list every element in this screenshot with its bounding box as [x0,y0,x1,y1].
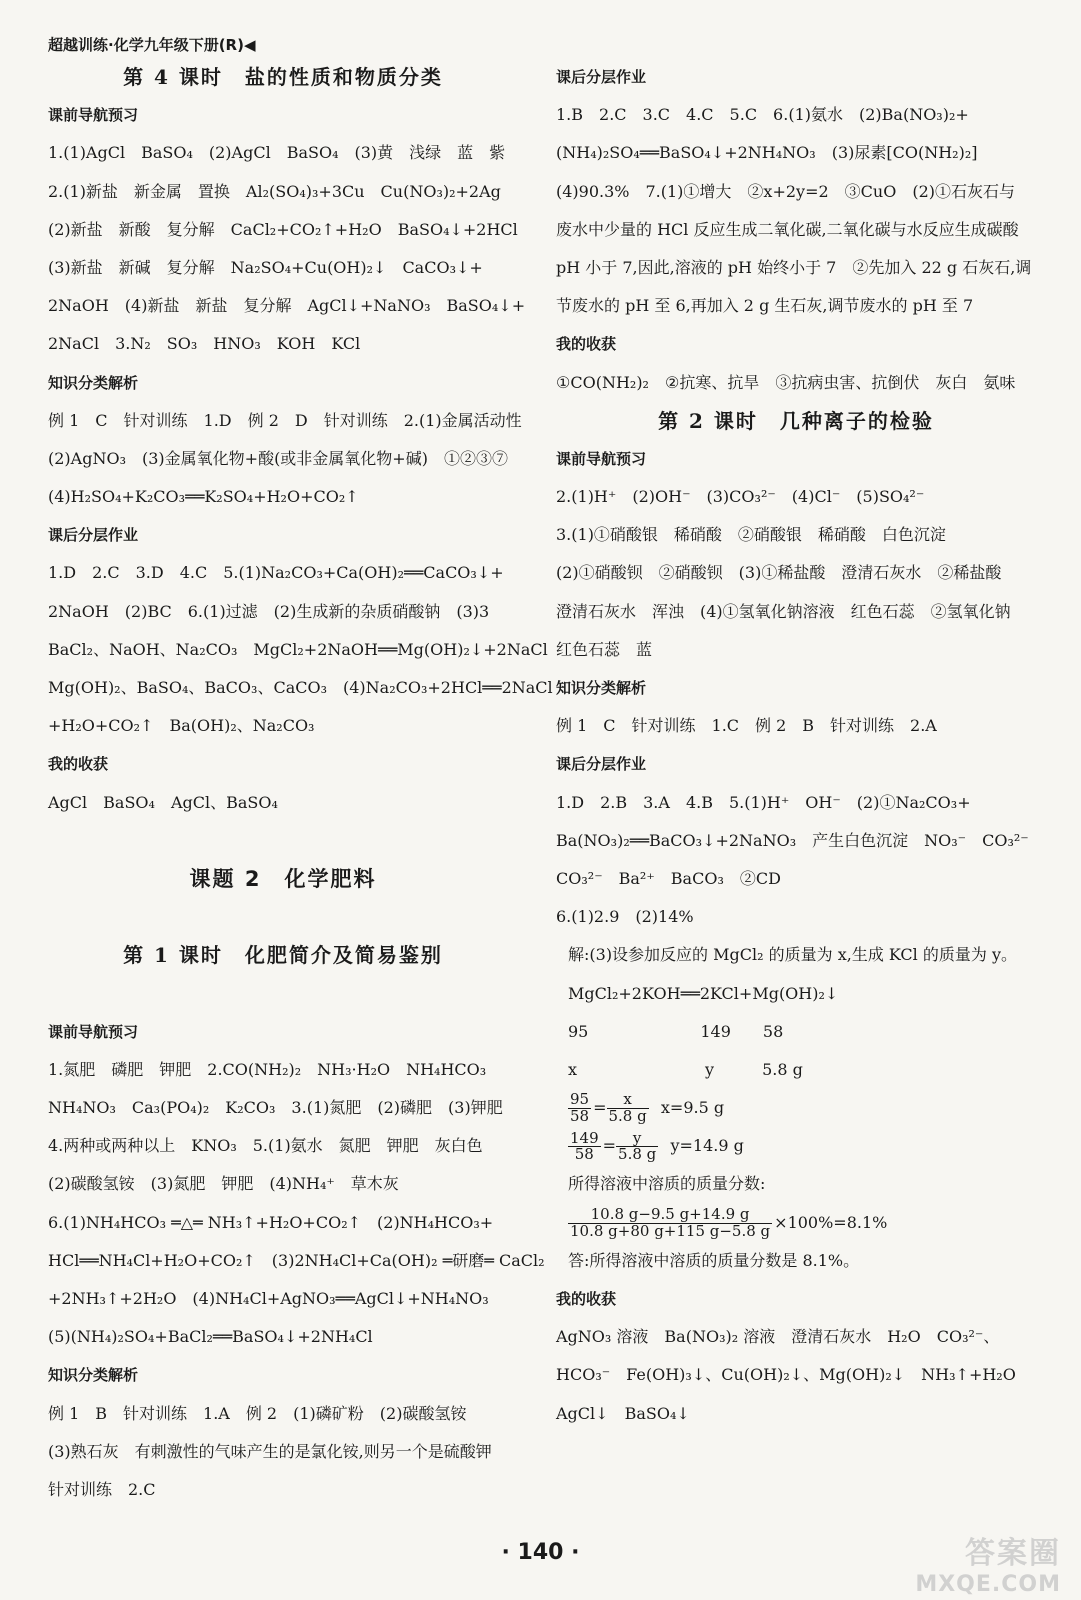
answer-line: 例 1 C 针对训练 1.C 例 2 B 针对训练 2.A [556,716,937,736]
solution-line: 解:(3)设参加反应的 MgCl₂ 的质量为 x,生成 KCl 的质量为 y。 [568,945,1018,965]
answer-line: Ba(NO₃)₂══BaCO₃↓+2NaNO₃ 产生白色沉淀 NO₃⁻ CO₃²⁻ [556,830,1029,850]
answer-line: (4)H₂SO₄+K₂CO₃══K₂SO₄+H₂O+CO₂↑ [48,487,359,507]
answer-line: 1.氮肥 磷肥 钾肥 2.CO(NH₂)₂ NH₃·H₂O NH₄HCO₃ [48,1059,487,1079]
solution-line: x y 5.8 g [568,1059,803,1079]
section-heading: 知识分类解析 [48,1366,139,1385]
answer-line: 节废水的 pH 至 6,再加入 2 g 生石灰,调节废水的 pH 至 7 [556,296,974,316]
spacer [48,898,518,936]
answer-line: 2NaCl 3.N₂ SO₃ HNO₃ KOH KCl [48,334,361,354]
answer-line: 6.(1)NH₄HCO₃ ═△═ NH₃↑+H₂O+CO₂↑ (2)NH₄HCO₃+ [48,1212,494,1232]
equation-result: ×100%=8.1% [774,1212,888,1232]
watermark-line-2: MXQE.COM [915,1572,1061,1597]
answer-line: +2NH₃↑+2H₂O (4)NH₄Cl+AgNO₃══AgCl↓+NH₄NO₃ [48,1289,489,1308]
answer-line: 2.(1)H⁺ (2)OH⁻ (3)CO₃²⁻ (4)Cl⁻ (5)SO₄²⁻ [556,487,925,507]
watermark-line-1: 答案圈 [965,1536,1061,1571]
answer-line: CO₃²⁻ Ba²⁺ BaCO₃ ②CD [556,868,781,888]
answer-line: 2.(1)新盐 新金属 置换 Al₂(SO₄)₃+3Cu Cu(NO₃)₂+2Ag [48,181,501,201]
fraction-denominator: 5.8 g [608,1107,647,1126]
answer-line: (2)①硝酸钡 ②硝酸钡 (3)①稀盐酸 澄清石灰水 ②稀盐酸 [556,563,1002,583]
section-heading: 课前导航预习 [48,106,139,125]
answer-line: 4.两种或两种以上 KNO₃ 5.(1)氨水 氮肥 钾肥 灰白色 [48,1136,483,1156]
lesson-title: 课题 2 化学肥料 [189,866,377,891]
fraction [568,1204,772,1240]
answer-line: pH 小于 7,因此,溶液的 pH 始终小于 7 ②先加入 22 g 石灰石,调 [556,257,1032,277]
answer-line: (NH₄)₂SO₄══BaSO₄↓+2NH₄NO₃ (3)尿素[CO(NH₂)₂] [556,143,978,163]
page-number: · 140 · [501,1540,580,1565]
section-heading: 课后分层作业 [556,68,647,86]
section-heading: 知识分类解析 [556,679,647,697]
solution-line: 所得溶液中溶质的质量分数: [568,1174,766,1194]
answer-line: NH₄NO₃ Ca₃(PO₄)₂ K₂CO₃ 3.(1)氮肥 (2)磷肥 (3)钾肥 [48,1098,503,1118]
solution-line: 95 149 58 [568,1021,784,1041]
answer-line: (2)碳酸氢铵 (3)氮肥 钾肥 (4)NH₄⁺ 草木灰 [48,1174,399,1194]
section-heading: 课前导航预习 [556,449,647,468]
lesson-title: 第 1 课时 化肥简介及简易鉴别 [123,943,443,968]
fraction-denominator: 10.8 g+80 g+115 g−5.8 g [570,1221,771,1240]
watermark-logo [911,1528,1061,1597]
section-heading: 课前导航预习 [48,1022,139,1041]
section-heading: 我的收获 [556,1290,617,1308]
section-heading: 我的收获 [556,335,617,354]
answer-line: (4)90.3% 7.(1)①增大 ②x+2y=2 ③CuO (2)①石灰石与 [556,181,1015,201]
section-heading: 我的收获 [48,755,109,774]
solution-line: 答:所得溶液中溶质的质量分数是 8.1%。 [568,1250,860,1270]
section-heading: 知识分类解析 [48,373,139,392]
lesson-title: 第 4 课时 盐的性质和物质分类 [123,65,443,89]
answer-line: AgCl↓ BaSO₄↓ [556,1403,690,1423]
fraction-denominator: 58 [574,1145,594,1164]
proportion-equation: $\frac{95}{58}$ = $\frac{x}{5.8 g}$ x=9.5 g [570,1090,725,1126]
solution-line: MgCl₂+2KOH══2KCl+Mg(OH)₂↓ [568,983,839,1003]
answer-line: (2)新盐 新酸 复分解 CaCl₂+CO₂↑+H₂O BaSO₄↓+2HCl [48,219,518,239]
answer-line: 红色石蕊 蓝 [556,639,653,659]
running-header: 超越训练·化学九年级下册(R)◀ [48,36,256,54]
answer-line: 针对训练 2.C [48,1479,156,1499]
answer-line: ①CO(NH₂)₂ ②抗寒、抗旱 ③抗病虫害、抗倒伏 灰白 氨味 [556,372,1016,392]
spacer [48,822,518,860]
answer-line: (2)AgNO₃ (3)金属氧化物+酸(或非金属氧化物+碱) ①②③⑦ [48,448,508,468]
answer-line: 1.D 2.B 3.A 4.B 5.(1)H⁺ OH⁻ (2)①Na₂CO₃+ [556,792,971,812]
fraction-denominator: 5.8 g [618,1145,657,1164]
fraction-numerator: y [616,1131,658,1148]
fraction [607,1092,649,1125]
answer-line: 1.(1)AgCl BaSO₄ (2)AgCl BaSO₄ (3)黄 浅绿 蓝 紫 [48,143,506,163]
lesson-title: 第 2 课时 几种离子的检验 [658,408,934,433]
answer-line: BaCl₂、NaOH、Na₂CO₃ MgCl₂+2NaOH══Mg(OH)₂↓+2NaCl [48,639,548,659]
answer-line: HCO₃⁻ Fe(OH)₃↓、Cu(OH)₂↓、Mg(OH)₂↓ NH₃↑+H₂O [556,1365,1016,1385]
fraction [616,1128,658,1164]
mass-fraction-equation [556,1204,1036,1242]
right-column [556,58,1036,1433]
page-number-value: 140 [517,1540,564,1565]
answer-line: 6.(1)2.9 (2)14% [556,907,694,927]
answer-line: (3)新盐 新碱 复分解 Na₂SO₄+Cu(OH)₂↓ CaCO₃↓+ [48,257,483,277]
answer-line: 1.B 2.C 3.C 4.C 5.C 6.(1)氨水 (2)Ba(NO₃)₂+ [556,105,969,125]
fraction-numerator: 10.8 g−9.5 g+14.9 g [568,1207,772,1224]
fraction [568,1092,591,1125]
answer-line: (5)(NH₄)₂SO₄+BaCl₂══BaSO₄↓+2NH₄Cl [48,1327,373,1347]
fraction [568,1128,601,1164]
fraction-numerator: 149 [570,1128,599,1147]
fraction-denominator: 58 [570,1107,590,1126]
equation-result: y=14.9 g [670,1136,744,1156]
equation-result: x=9.5 g [660,1098,725,1118]
answer-line: AgNO₃ 溶液 Ba(NO₃)₂ 溶液 澄清石灰水 H₂O CO₃²⁻、 [556,1327,1000,1347]
answer-line: HCl══NH₄Cl+H₂O+CO₂↑ (3)2NH₄Cl+Ca(OH)₂ ═研磨═ CaCl₂ [48,1250,545,1270]
answer-line: 废水中少量的 HCl 反应生成二氧化碳,二氧化碳与水反应生成碳酸 [556,219,1019,239]
answer-line: 2NaOH (4)新盐 新盐 复分解 AgCl↓+NaNO₃ BaSO₄↓+ [48,296,526,316]
answer-line: AgCl BaSO₄ AgCl、BaSO₄ [48,792,278,812]
left-column [48,58,553,1509]
section-heading: 课后分层作业 [556,755,647,774]
answer-line: 例 1 B 针对训练 1.A 例 2 (1)磷矿粉 (2)碳酸氢铵 [48,1403,467,1423]
answer-line: 例 1 C 针对训练 1.D 例 2 D 针对训练 2.(1)金属活动性 [48,410,522,430]
spacer [48,975,518,1013]
answer-line: +H₂O+CO₂↑ Ba(OH)₂、Na₂CO₃ [48,716,315,736]
answer-line: 3.(1)①硝酸银 稀硝酸 ②硝酸银 稀硝酸 白色沉淀 [556,525,946,545]
proportion-equation: $\frac{149}{58}$ = $\frac{y}{5.8 g}$ y=14.9 g [570,1128,744,1164]
answer-line: 2NaOH (2)BC 6.(1)过滤 (2)生成新的杂质硝酸钠 (3)3 [48,601,490,621]
answer-line: (3)熟石灰 有刺激性的气味产生的是氯化铵,则另一个是硫酸钾 [48,1441,492,1461]
answer-line: 1.D 2.C 3.D 4.C 5.(1)Na₂CO₃+Ca(OH)₂══CaCO₃↓+ [48,563,504,583]
section-heading: 课后分层作业 [48,526,139,545]
fraction-numerator: x [607,1092,649,1109]
answer-line: Mg(OH)₂、BaSO₄、BaCO₃、CaCO₃ (4)Na₂CO₃+2HCl══2NaCl [48,678,553,697]
answer-line: 澄清石灰水 浑浊 (4)①氢氧化钠溶液 红色石蕊 ②氢氧化钠 [556,601,1011,621]
fraction-numerator: 95 [570,1090,590,1109]
